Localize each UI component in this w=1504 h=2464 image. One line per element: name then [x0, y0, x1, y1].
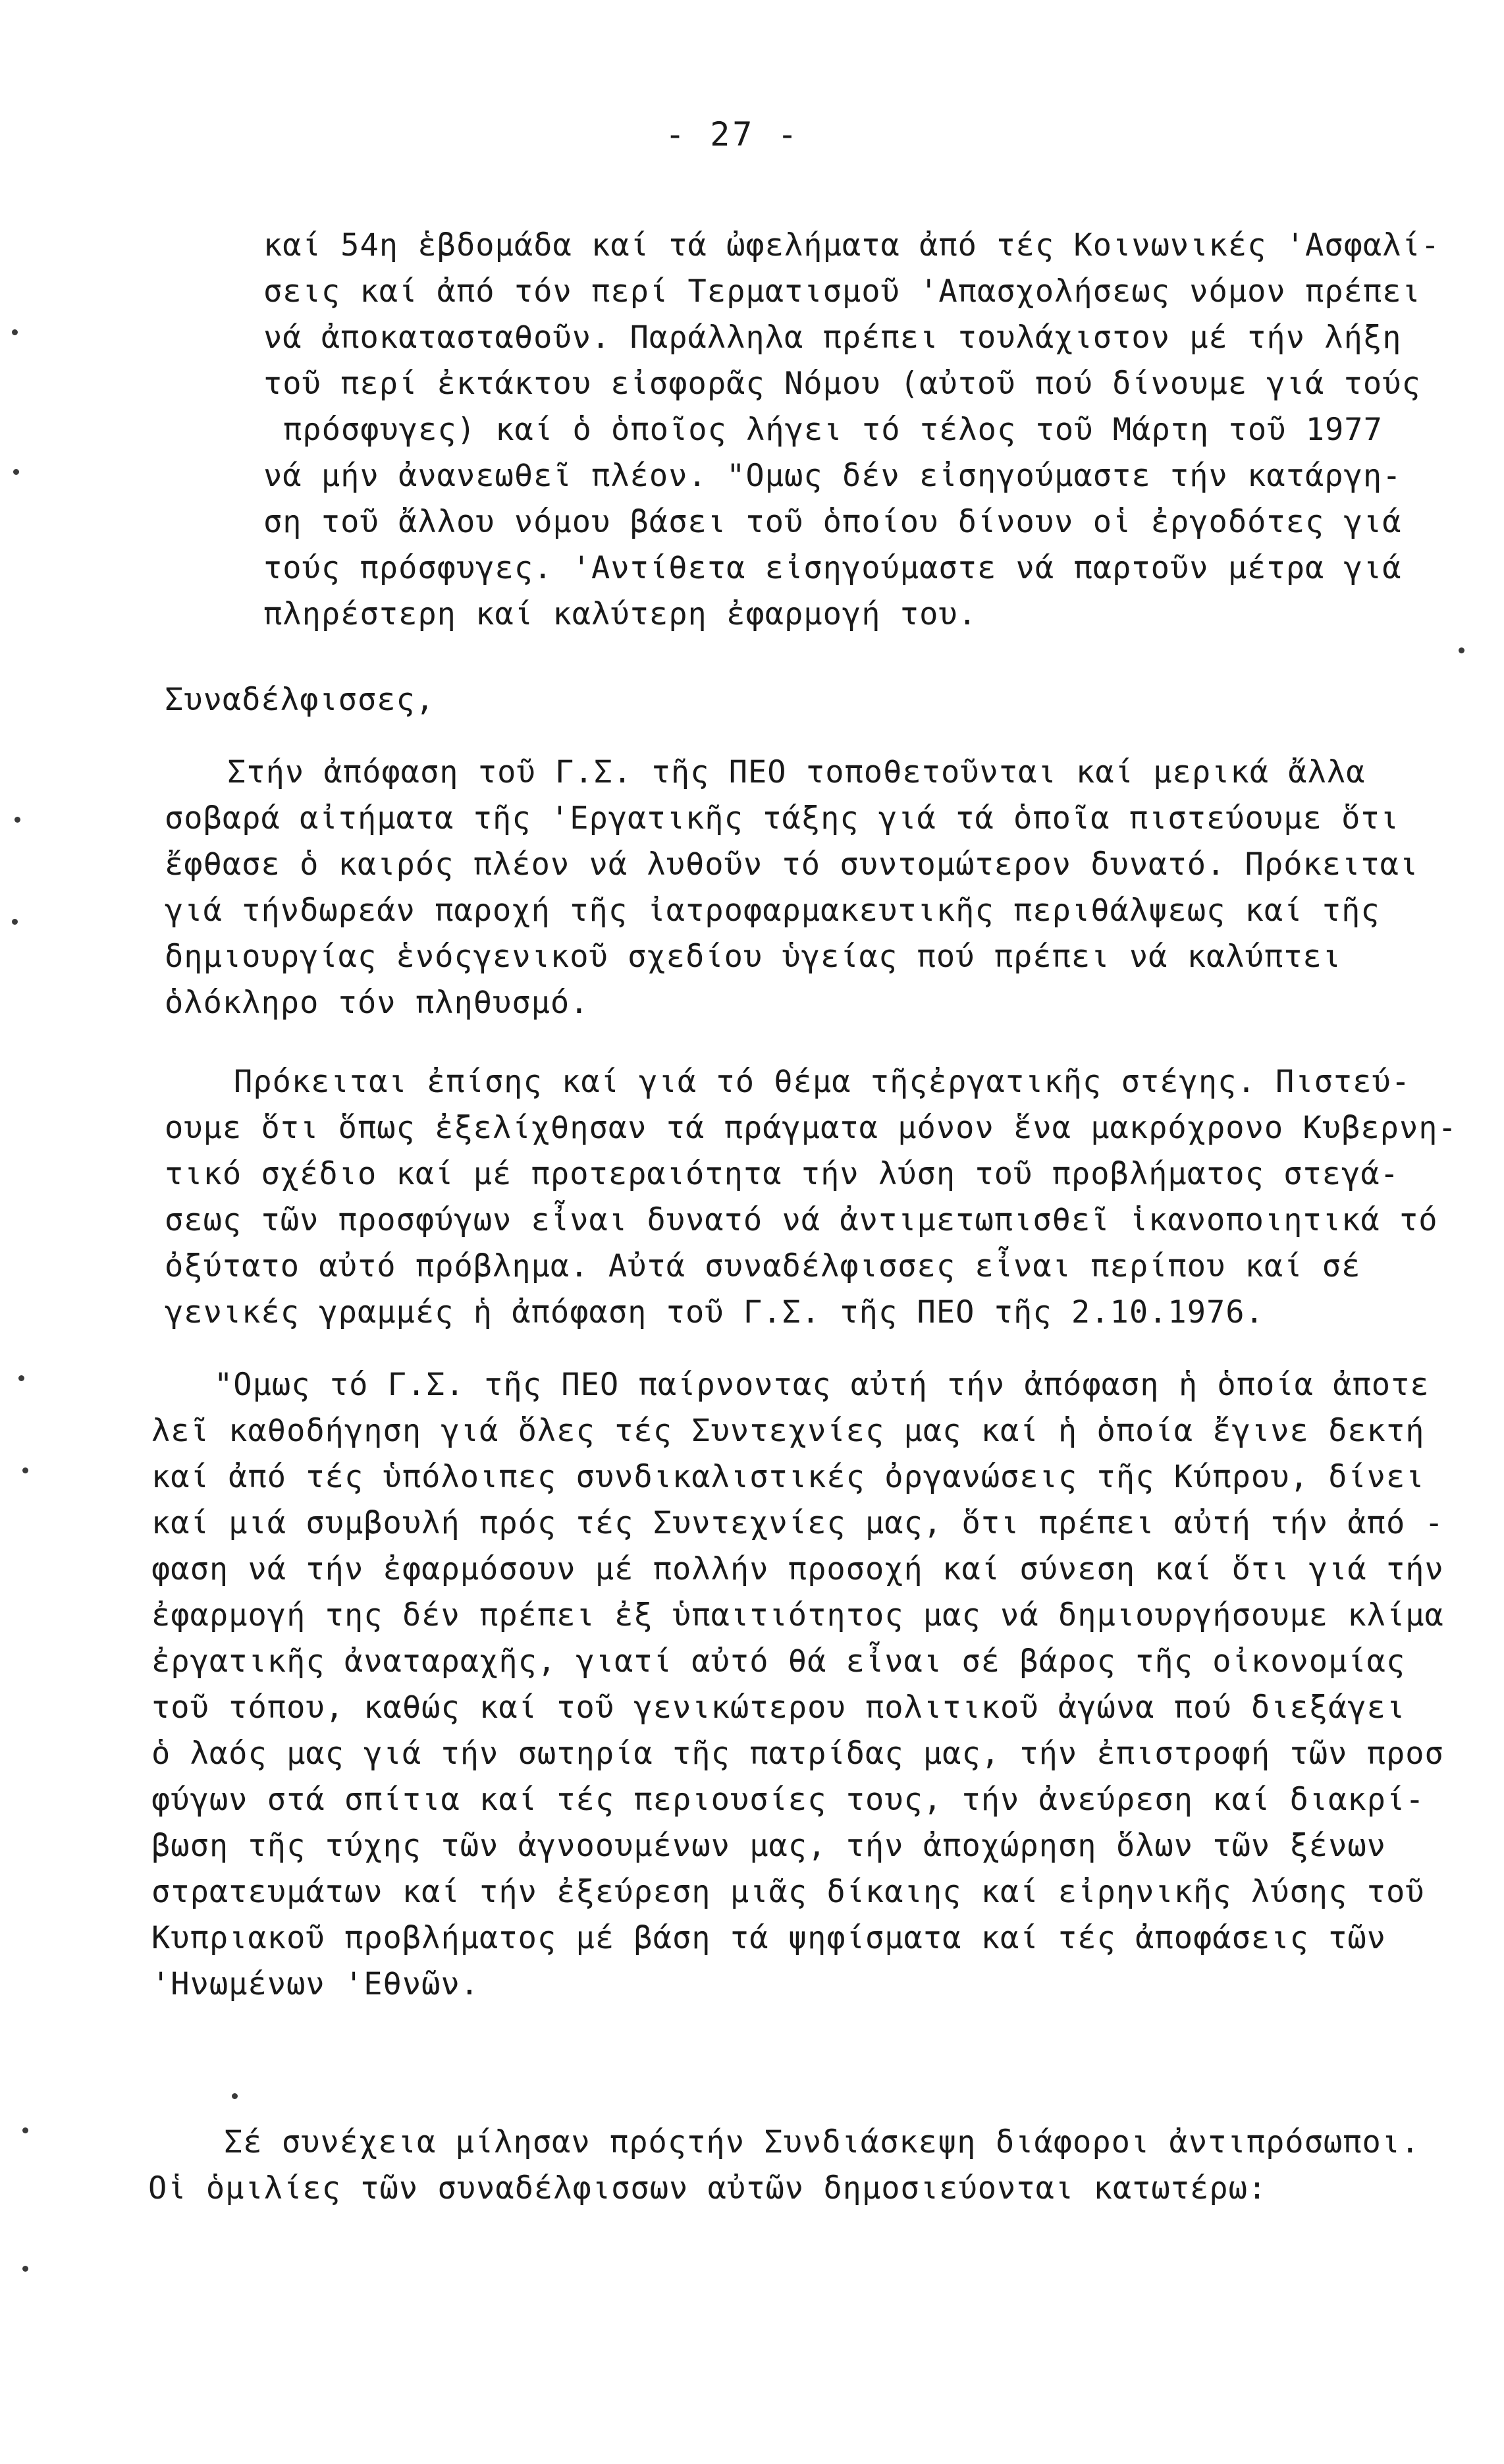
text-line: νά ἀποκατασταθοῦν. Παράλληλα πρέπει τουλάχιστον μέ τήν λήξη [263, 319, 1402, 356]
text-line: Οἱ ὁμιλίες τῶν συναδέλφισσων αὐτῶν δημοσιεύονται κατωτέρω: [148, 2170, 1268, 2206]
text-line: βωση τῆς τύχης τῶν ἀγνοουμένων μας, τήν ἀποχώρηση ὅλων τῶν ξένων [151, 1828, 1386, 1864]
margin-mark [12, 329, 18, 335]
text-line: ση τοῦ ἄλλου νόμου βάσει τοῦ ὁποίου δίνουν οἱ ἐργοδότες γιά [263, 504, 1402, 540]
text-line: Κυπριακοῦ προβλήματος μέ βάση τά ψηφίσματα καί τές ἀποφάσεις τῶν [151, 1920, 1386, 1956]
page-number: - 27 - [665, 115, 800, 153]
text-line: γενικές γραμμές ἡ ἀπόφαση τοῦ Γ.Σ. τῆς ΠΕΟ τῆς 2.10.1976. [165, 1294, 1264, 1330]
text-line: καί 54η ἑβδομάδα καί τά ὠφελήματα ἀπό τές Κοινωνικές 'Ασφαλί- [263, 227, 1441, 263]
text-line: Στήν ἀπόφαση τοῦ Γ.Σ. τῆς ΠΕΟ τοποθετοῦνται καί μερικά ἄλλα [227, 754, 1366, 790]
text-line: ἐργατικῆς ἀναταραχῆς, γιατί αὐτό θά εἶναι σέ βάρος τῆς οἰκονομίας [151, 1643, 1406, 1680]
margin-mark [1459, 647, 1464, 653]
text-line: ὁλόκληρο τόν πληθυσμό. [165, 985, 589, 1021]
salutation: Συναδέλφισσες, [165, 682, 435, 718]
text-line: φαση νά τήν ἐφαρμόσουν μέ πολλήν προσοχή καί σύνεση καί ὅτι γιά τήν [151, 1551, 1444, 1587]
margin-mark [22, 2127, 28, 2133]
text-line: ὀξύτατο αὐτό πρόβλημα. Αὐτά συναδέλφισσες εἶναι περίπου καί σέ [165, 1248, 1361, 1284]
margin-mark [232, 2093, 238, 2099]
text-line: "Ομως τό Γ.Σ. τῆς ΠΕΟ παίρνοντας αὐτή τήν ἀπόφαση ἡ ὁποία ἀποτε [214, 1367, 1430, 1403]
text-line: Σέ συνέχεια μίλησαν πρόςτήν Συνδιάσκεψη διάφοροι ἀντιπρόσωποι. [224, 2124, 1420, 2160]
text-line: στρατευμάτων καί τήν ἐξεύρεση μιᾶς δίκαιης καί εἰρηνικῆς λύσης τοῦ [151, 1874, 1425, 1910]
text-line: καί μιά συμβουλή πρός τές Συντεχνίες μας, ὅτι πρέπει αὐτή τήν ἀπό - [151, 1505, 1444, 1541]
text-line: πληρέστερη καί καλύτερη ἐφαρμογή του. [263, 596, 977, 632]
text-line: δημιουργίας ἑνόςγενικοῦ σχεδίου ὑγείας πού πρέπει νά καλύπτει [165, 939, 1342, 975]
text-line: τικό σχέδιο καί μέ προτεραιότητα τήν λύση τοῦ προβλήματος στεγά- [165, 1156, 1399, 1192]
text-line: γιά τήνδωρεάν παροχή τῆς ἰατροφαρμακευτικῆς περιθάλψεως καί τῆς [165, 892, 1380, 929]
text-line: τοῦ περί ἐκτάκτου εἰσφορᾶς Νόμου (αὐτοῦ πού δίνουμε γιά τούς [263, 366, 1421, 402]
margin-mark [12, 919, 18, 925]
text-line: τοῦ τόπου, καθώς καί τοῦ γενικώτερου πολιτικοῦ ἀγώνα πού διεξάγει [151, 1689, 1406, 1726]
text-line: φύγων στά σπίτια καί τές περιουσίες τους, τήν ἀνεύρεση καί διακρί- [151, 1782, 1425, 1818]
text-line: ἐφαρμογή της δέν πρέπει ἐξ ὑπαιτιότητος μας νά δημιουργήσουμε κλίμα [151, 1597, 1444, 1633]
text-line: 'Ηνωμένων 'Εθνῶν. [151, 1966, 480, 2002]
margin-mark [22, 2266, 28, 2272]
text-line: ὁ λαός μας γιά τήν σωτηρία τῆς πατρίδας μας, τήν ἐπιστροφή τῶν προσ [151, 1736, 1444, 1772]
margin-mark [18, 1375, 24, 1381]
text-line: νά μήν ἀνανεωθεῖ πλέον. "Ομως δέν εἰσηγούμαστε τήν κατάργη- [263, 458, 1402, 494]
text-line: Πρόκειται ἐπίσης καί γιά τό θέμα τῆςἐργατικῆς στέγης. Πιστεύ- [234, 1064, 1411, 1100]
text-line: σεις καί ἀπό τόν περί Τερματισμοῦ 'Απασχολήσεως νόμον πρέπει [263, 273, 1421, 310]
text-line: καί ἀπό τές ὑπόλοιπες συνδικαλιστικές ὀργανώσεις τῆς Κύπρου, δίνει [151, 1459, 1425, 1495]
text-line: τούς πρόσφυγες. 'Αντίθετα εἰσηγούμαστε νά παρτοῦν μέτρα γιά [263, 550, 1402, 586]
text-line: πρόσφυγες) καί ὁ ὁποῖος λήγει τό τέλος τοῦ Μάρτη τοῦ 1977 [283, 412, 1383, 448]
text-line: ἔφθασε ὁ καιρός πλέον νά λυθοῦν τό συντομώτερον δυνατό. Πρόκειται [165, 846, 1419, 883]
text-line: λεῖ καθοδήγηση γιά ὅλες τές Συντεχνίες μας καί ἡ ὁποία ἔγινε δεκτή [151, 1413, 1425, 1449]
text-line: σεως τῶν προσφύγων εἶναι δυνατό νά ἀντιμετωπισθεῖ ἱκανοποιητικά τό [165, 1202, 1438, 1238]
text-line: ουμε ὅτι ὅπως ἐξελίχθησαν τά πράγματα μόνον ἕνα μακρόχρονο Κυβερνη- [165, 1110, 1457, 1146]
margin-mark [22, 1467, 28, 1473]
margin-mark [14, 817, 20, 823]
margin-mark [13, 469, 19, 475]
text-line: σοβαρά αἰτήματα τῆς 'Εργατικῆς τάξης γιά τά ὁποῖα πιστεύουμε ὅτι [165, 800, 1399, 836]
